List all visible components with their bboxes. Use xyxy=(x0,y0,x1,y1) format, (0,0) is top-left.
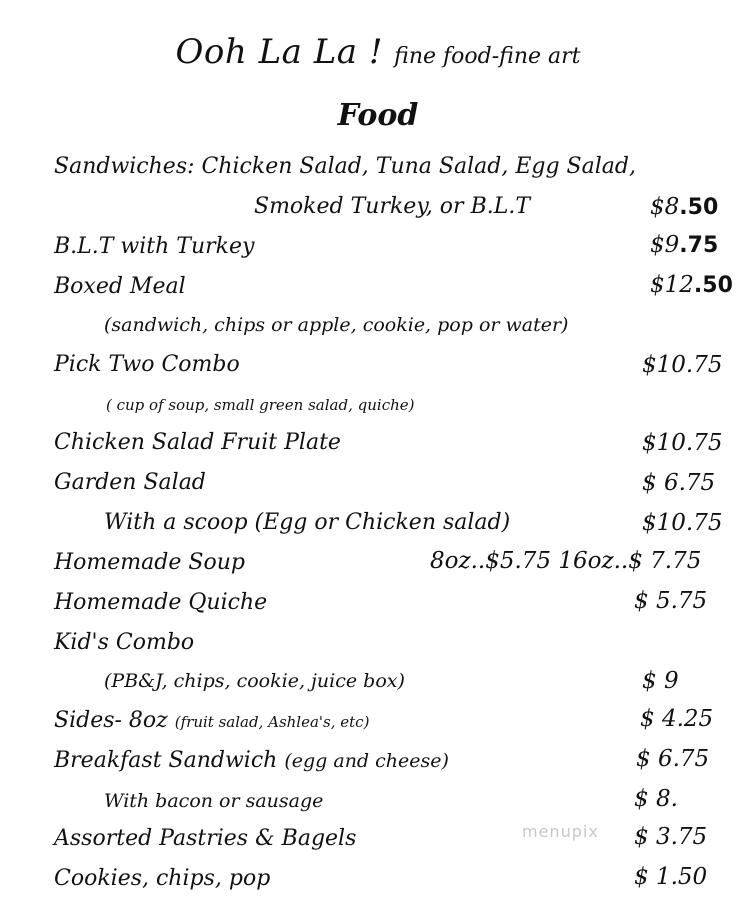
item-garden-salad: Garden Salad xyxy=(54,470,206,495)
price-kids-combo: $ 9 xyxy=(642,668,679,694)
item-boxed-meal: Boxed Meal xyxy=(54,274,186,299)
price-sandwiches-base: $8 xyxy=(650,194,680,220)
price-boxed-meal xyxy=(650,272,733,298)
item-cookies-chips-pop: Cookies, chips, pop xyxy=(54,866,271,891)
item-pastries-bagels: Assorted Pastries & Bagels xyxy=(54,826,357,851)
price-boxed-meal-handwritten: .50 xyxy=(693,273,733,298)
item-kids-combo: Kid's Combo xyxy=(54,630,195,655)
item-homemade-quiche: Homemade Quiche xyxy=(54,590,268,615)
price-blt-turkey-base: $9 xyxy=(650,232,680,258)
price-sandwiches xyxy=(650,194,718,220)
item-breakfast-sandwich xyxy=(54,748,449,773)
price-breakfast-sandwich: $ 6.75 xyxy=(636,746,710,772)
desc-breakfast: (egg and cheese) xyxy=(284,750,449,772)
price-pick-two: $10.75 xyxy=(642,352,723,378)
brand-name: Ooh La La ! xyxy=(175,32,384,72)
desc-sides: (fruit salad, Ashlea's, etc) xyxy=(174,713,370,731)
item-blt-turkey: B.L.T with Turkey xyxy=(54,234,255,259)
item-chicken-fruit-plate: Chicken Salad Fruit Plate xyxy=(54,430,341,455)
price-sides: $ 4.25 xyxy=(640,706,714,732)
item-bacon-sausage: With bacon or sausage xyxy=(104,790,324,812)
item-homemade-soup: Homemade Soup xyxy=(54,550,245,575)
price-pastries-bagels: $ 3.75 xyxy=(634,824,708,850)
price-garden-salad: $ 6.75 xyxy=(642,470,716,496)
price-with-scoop: $10.75 xyxy=(642,510,723,536)
price-homemade-soup: 8oz..$5.75 16oz..$ 7.75 xyxy=(430,548,702,574)
price-boxed-meal-base: $12 xyxy=(650,272,694,298)
item-sides-label: Sides- 8oz xyxy=(54,708,168,733)
item-sandwiches-cont: Smoked Turkey, or B.L.T xyxy=(254,194,530,219)
menu-header xyxy=(0,32,756,72)
price-homemade-quiche: $ 5.75 xyxy=(634,588,708,614)
price-blt-turkey xyxy=(650,232,718,258)
price-blt-turkey-handwritten: .75 xyxy=(679,233,719,258)
item-sides xyxy=(54,708,369,733)
item-sandwiches: Sandwiches: Chicken Salad, Tuna Salad, Egg Salad, xyxy=(54,154,636,179)
price-cookies-chips-pop: $ 1.50 xyxy=(634,864,708,890)
desc-kids-combo: (PB&J, chips, cookie, juice box) xyxy=(104,670,405,692)
brand-tagline: fine food-fine art xyxy=(394,44,581,69)
price-sandwiches-handwritten: .50 xyxy=(679,195,719,220)
price-chicken-fruit-plate: $10.75 xyxy=(642,430,723,456)
watermark: menupix xyxy=(522,822,599,841)
item-pick-two: Pick Two Combo xyxy=(54,352,240,377)
section-title: Food xyxy=(337,98,419,133)
price-bacon-sausage: $ 8. xyxy=(634,786,678,812)
desc-boxed-meal: (sandwich, chips or apple, cookie, pop or water) xyxy=(104,314,569,336)
item-with-scoop: With a scoop (Egg or Chicken salad) xyxy=(104,510,511,535)
item-breakfast-label: Breakfast Sandwich xyxy=(54,748,278,773)
desc-pick-two: ( cup of soup, small green salad, quiche) xyxy=(106,396,415,414)
